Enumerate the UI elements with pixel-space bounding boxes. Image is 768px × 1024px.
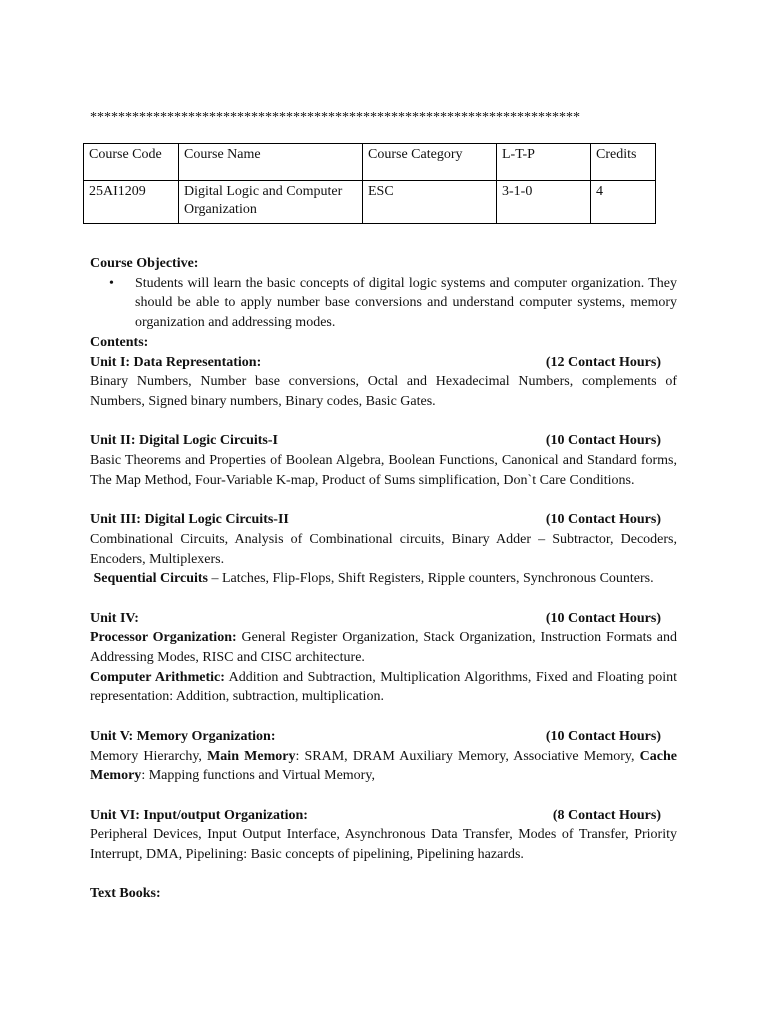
unit-3-sequential	[90, 569, 677, 589]
unit-6-heading	[90, 806, 677, 826]
table-header-row	[84, 144, 656, 181]
separator-line: **********************************************************************	[90, 110, 580, 125]
unit-title: Unit III: Digital Logic Circuits-II	[90, 512, 289, 528]
unit-hours: (12 Contact Hours)	[545, 354, 661, 370]
unit-2-body: Basic Theorems and Properties of Boolean Algebra, Boolean Functions, Canonical and Standard forms, The Map Method, Four-Variable K-map, Product of Sums simplification, Don`t Care Conditions.	[90, 453, 677, 488]
objective-list	[90, 274, 677, 333]
header-course-category: Course Category	[363, 144, 497, 181]
unit-5-text-1: Memory Hierarchy,	[90, 748, 208, 764]
unit-5-text-3: : Mapping functions and Virtual Memory,	[141, 768, 375, 784]
unit-hours: (10 Contact Hours)	[545, 728, 661, 744]
sequential-text: – Latches, Flip-Flops, Shift Registers, Ripple counters, Synchronous Counters.	[207, 571, 654, 587]
header-credits: Credits	[591, 144, 656, 181]
unit-4-processor	[90, 628, 677, 667]
textbooks-heading: Text Books:	[90, 886, 161, 902]
arithmetic-label: Computer Arithmetic:	[90, 669, 225, 685]
unit-5-body	[90, 747, 677, 786]
objective-heading: Course Objective:	[90, 256, 199, 271]
unit-hours: (10 Contact Hours)	[545, 512, 661, 528]
objective-text: Students will learn the basic concepts of digital logic systems and computer organization. They should be able to apply number base conversions and understand computer systems, memory organization and addressing modes.	[135, 275, 677, 331]
unit-title: Unit I: Data Representation:	[90, 354, 262, 370]
list-item	[109, 274, 677, 333]
bullet-icon: •	[109, 275, 114, 291]
cell-credits: 4	[591, 181, 656, 224]
unit-6-body: Peripheral Devices, Input Output Interface, Asynchronous Data Transfer, Modes of Transfer, Priority Interrupt, DMA, Pipelining: Basic concepts of pipelining, Pipelining hazards.	[90, 827, 677, 863]
contents-heading: Contents:	[90, 334, 149, 350]
unit-3-body: Combinational Circuits, Analysis of Combinational circuits, Binary Adder – Subtractor, Decoders, Encoders, Multiplexers.	[90, 531, 677, 567]
unit-4-heading	[90, 609, 677, 629]
syllabus-content	[90, 254, 677, 904]
unit-title: Unit VI: Input/output Organization:	[90, 807, 308, 823]
cell-course-category: ESC	[363, 181, 497, 224]
unit-4-arithmetic	[90, 668, 677, 707]
unit-hours: (10 Contact Hours)	[545, 610, 661, 626]
unit-title: Unit V: Memory Organization:	[90, 728, 276, 744]
cell-course-code: 25AI1209	[84, 181, 179, 224]
processor-text: General Register Organization, Stack Organization, Instruction Formats and Addressing Modes, RISC and CISC architecture.	[90, 630, 677, 666]
table-row	[84, 181, 656, 224]
unit-1-body: Binary Numbers, Number base conversions, Octal and Hexadecimal Numbers, complements of Numbers, Signed binary numbers, Binary codes, Basic Gates.	[90, 374, 677, 409]
processor-label: Processor Organization:	[90, 630, 237, 646]
arithmetic-text: Addition and Subtraction, Multiplication Algorithms, Fixed and Floating point representation: Addition, subtraction, multiplication.	[90, 669, 678, 705]
unit-3-heading	[90, 510, 677, 530]
unit-2-heading	[90, 431, 677, 451]
unit-hours: (8 Contact Hours)	[552, 807, 661, 823]
header-course-name: Course Name	[179, 144, 363, 181]
unit-1-heading	[90, 353, 677, 373]
cache-memory-label: Cache Memory	[90, 748, 677, 784]
unit-5-text-2: : SRAM, DRAM Auxiliary Memory, Associative Memory,	[295, 748, 640, 764]
cell-course-name: Digital Logic and Computer Organization	[179, 181, 363, 224]
unit-hours: (10 Contact Hours)	[545, 433, 661, 449]
course-table	[83, 143, 656, 224]
cell-ltp: 3-1-0	[497, 181, 591, 224]
unit-5-heading	[90, 727, 677, 747]
unit-title: Unit II: Digital Logic Circuits-I	[90, 433, 278, 449]
header-ltp: L-T-P	[497, 144, 591, 181]
header-course-code: Course Code	[84, 144, 179, 181]
main-memory-label: Main Memory	[207, 748, 296, 764]
unit-title: Unit IV:	[90, 610, 139, 626]
sequential-label: Sequential Circuits	[93, 571, 208, 587]
